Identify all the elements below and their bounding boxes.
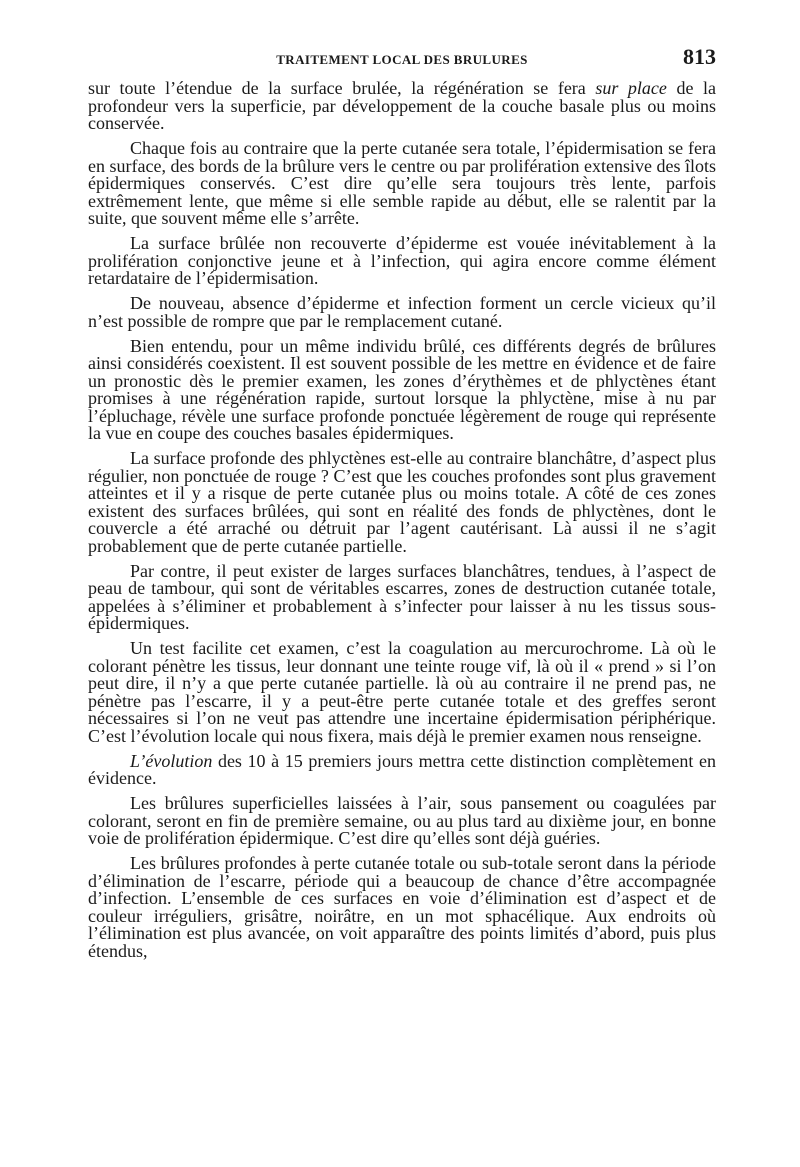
paragraph-9-text-b: des 10 à 15 premiers jours mettra cette distinction complètement en évidence. — [88, 750, 716, 788]
paragraph-1-text-c: de la profondeur vers la superficie, par développement de la couche basale plus ou moins conservée. — [88, 78, 716, 133]
paragraph-6: La surface profonde des phlyctènes est-elle au contraire blanchâtre, d’aspect plus régulier, non ponctuée de rouge ? C’est que les couches profondes sont plus gravement atteintes et il y a risque de perte cutanée plus ou moins totale. A côté de ces zones existent des surfaces brûlées, qui sont en réalité des fonds de phlyctènes, dont le couvercle a été arraché ou détruit par l’agent cautérisant. Là aussi il ne s’agit probablement que de perte cutanée partielle. — [88, 448, 716, 556]
paragraph-7: Par contre, il peut exister de larges surfaces blanchâtres, tendues, à l’aspect de peau de tambour, qui sont de véritables escarres, zones de destruction cutanée totale, appelées à s’éliminer et probablement à s’infecter pour laisser à nu les tissus sous-épidermiques. — [88, 560, 716, 633]
paragraph-4: De nouveau, absence d’épiderme et infection forment un cercle vicieux qu’il n’est possible de rompre que par le remplacement cutané. — [88, 293, 716, 331]
paragraph-9 — [88, 750, 716, 788]
paragraph-8: Un test facilite cet examen, c’est la coagulation au mercurochrome. Là où le colorant pénètre les tissus, leur donnant une teinte rouge vif, là où il « prend » si l’on peut dire, il n’y a que perte cutanée partielle. là où au contraire il ne prend pas, ne pénètre pas l’escarre, il y a peut-être perte cutanée totale et des greffes seront nécessaires si l’on ne veut pas attendre une incertaine épidermisation périphérique. C’est l’évolution locale qui nous fixera, mais déjà le premier examen nous renseigne. — [88, 638, 716, 746]
paragraph-3: La surface brûlée non recouverte d’épiderme est vouée inévitablement à la prolifération conjonctive jeune et à l’infection, qui agira encore comme élément retardataire de l’épidermisation. — [88, 233, 716, 288]
paragraph-1-emphasis: sur place — [595, 78, 667, 98]
paragraph-5: Bien entendu, pour un même individu brûlé, ces différents degrés de brûlures ainsi considérés coexistent. Il est souvent possible de les mettre en évidence et de faire un pronostic dès le premier examen, les zones d’érythèmes et de phlyctènes étant promises à une régénération rapide, surtout lorsque la phlyctène, mise à nu par l’épluchage, révèle une surface profonde ponctuée légèrement de rouge qui représente la vue en coupe des couches basales épidermiques. — [88, 335, 716, 443]
paragraph-9-emphasis: L’évolution — [130, 750, 213, 771]
paragraph-11: Les brûlures profondes à perte cutanée totale ou sub-totale seront dans la période d’élimination de l’escarre, période qui a beaucoup de chance d’être accompagnée d’infection. L’ensemble de ces surfaces en voie d’élimination est d’aspect et de couleur irréguliers, grisâtre, noirâtre, en un mot sphacélique. Aux endroits où l’élimination est plus avancée, on voit apparaître des points limités d’abord, puis plus étendus, — [88, 853, 716, 961]
body-text — [88, 80, 716, 968]
paragraph-10: Les brûlures superficielles laissées à l’air, sous pansement ou coagulées par colorant, seront en fin de première semaine, ou au plus tard au dixième jour, en bonne voie de prolifération épidermique. C’est dire qu’elles sont déjà guéries. — [88, 793, 716, 848]
paragraph-2: Chaque fois au contraire que la perte cutanée sera totale, l’épidermisation se fera en surface, des bords de la brûlure vers le centre ou par prolifération extensive des îlots épidermiques conservés. C’est dire qu’elle sera toujours très lente, parfois extrêmement lente, que même si elle semble rapide au début, elle se ralentit par la suite, que souvent même elle s’arrête. — [88, 138, 716, 228]
page-header — [88, 44, 716, 74]
page-number: 813 — [683, 44, 716, 69]
paragraph-1 — [88, 80, 716, 133]
running-title: TRAITEMENT LOCAL DES BRULURES — [276, 52, 528, 67]
paragraph-1-text-a: sur toute l’étendue de la surface brulée, la régénération se fera — [88, 78, 596, 98]
